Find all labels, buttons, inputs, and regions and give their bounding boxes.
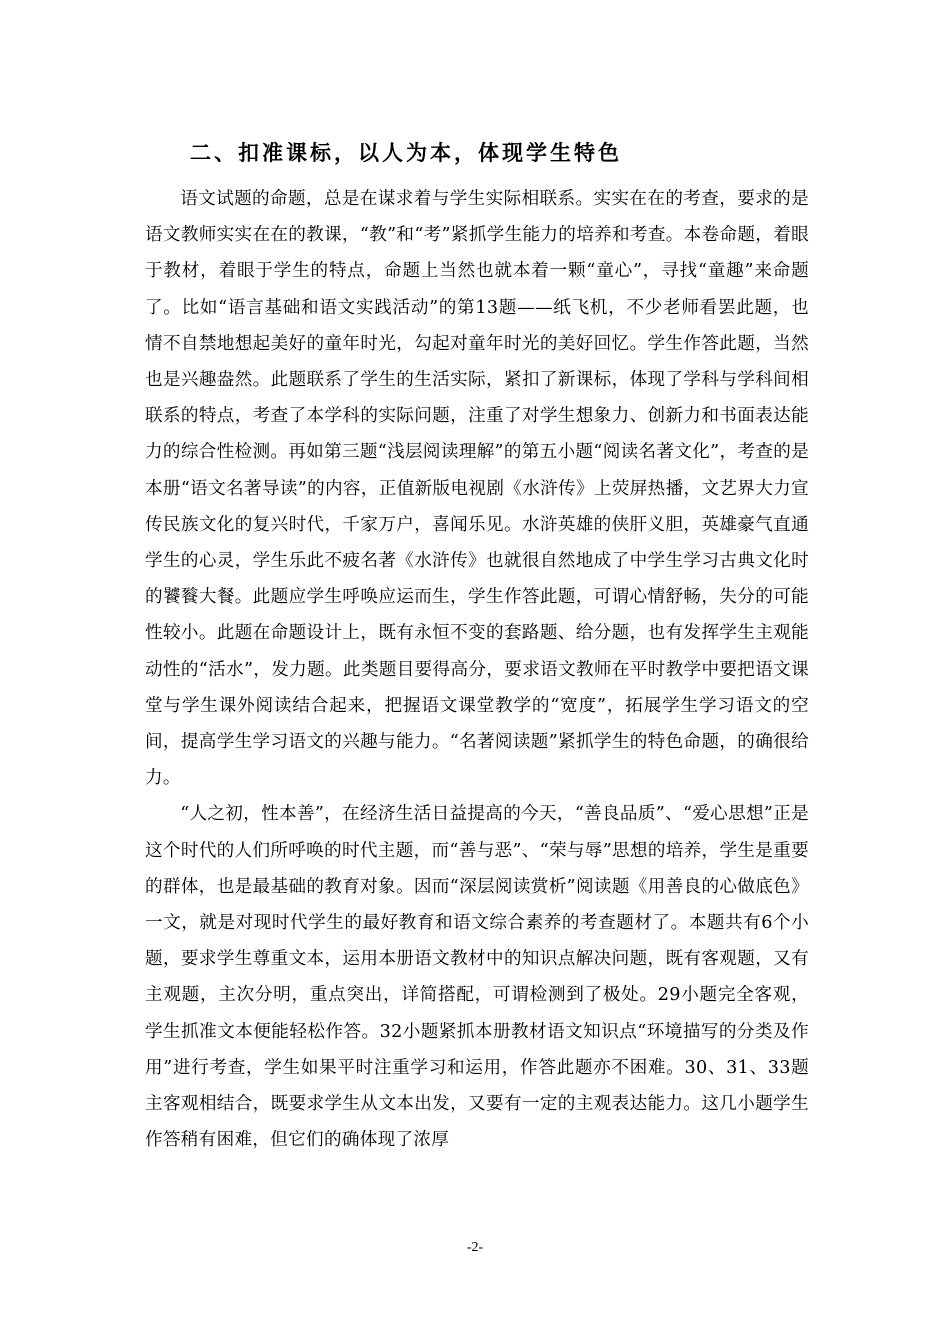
paragraph-2: “人之初，性本善”，在经济生活日益提高的今天，“善良品质”、“爱心思想”正是这个时代的人们所呼唤的时代主题，而“善与恶”、“荣与辱”思想的培养，学生是重要的群体，也是最基础的教育对象。因而“深层阅读赏析”阅读题《用善良的心做底色》一文，就是对现时代学生的最好教育和语文综合素养的考查题材了。本题共有6个小题，要求学生尊重文本，运用本册语文教材中的知识点解决问题，既有客观题，又有主观题，主次分明，重点突出，详简搭配，可谓检测到了极处。29小题完全客观，学生抓准文本便能轻松作答。32小题紧抓本册教材语文知识点“环境描写的分类及作用”进行考查，学生如果平时注重学习和运用，作答此题亦不困难。30、31、33题主客观相结合，既要求学生从文本出发，又要有一定的主观表达能力。这几小题学生作答稍有困难，但它们的确体现了浓厚 <box>145 804 809 1151</box>
body-text <box>145 181 809 1158</box>
page-number: -2- <box>466 1240 484 1255</box>
paragraph-1: 语文试题的命题，总是在谋求着与学生实际相联系。实实在在的考查，要求的是语文教师实实在在的教课，“教”和“考”紧抓学生能力的培养和考查。本卷命题，着眼于教材，着眼于学生的特点，命题上当然也就本着一颗“童心”，寻找“童趣”来命题了。比如“语言基础和语文实践活动”的第13题——纸飞机，不少老师看罢此题，也情不自禁地想起美好的童年时光，勾起对童年时光的美好回忆。学生作答此题，当然也是兴趣盎然。此题联系了学生的生活实际，紧扣了新课标，体现了学科与学科间相联系的特点，考查了本学科的实际问题，注重了对学生想象力、创新力和书面表达能力的综合性检测。再如第三题“浅层阅读理解”的第五小题“阅读名著文化”，考查的是本册“语文名著导读”的内容，正值新版电视剧《水浒传》上荧屏热播，文艺界大力宣传民族文化的复兴时代，千家万户，喜闻乐见。水浒英雄的侠肝义胆，英雄豪气直通学生的心灵，学生乐此不疲名著《水浒传》也就很自然地成了中学生学习古典文化时的饕餮大餐。此题应学生呼唤应运而生，学生作答此题，可谓心情舒畅，失分的可能性较小。此题在命题设计上，既有永恒不变的套路题、给分题，也有发挥学生主观能动性的“活水”，发力题。此类题目要得高分，要求语文教师在平时教学中要把语文课堂与学生课外阅读结合起来，把握语文课堂教学的“宽度”，拓展学生学习语文的空间，提高学生学习语文的兴趣与能力。“名著阅读题”紧抓学生的特色命题，的确很给力。 <box>145 189 809 789</box>
section-heading: 二、扣准课标，以人为本，体现学生特色 <box>190 141 622 165</box>
